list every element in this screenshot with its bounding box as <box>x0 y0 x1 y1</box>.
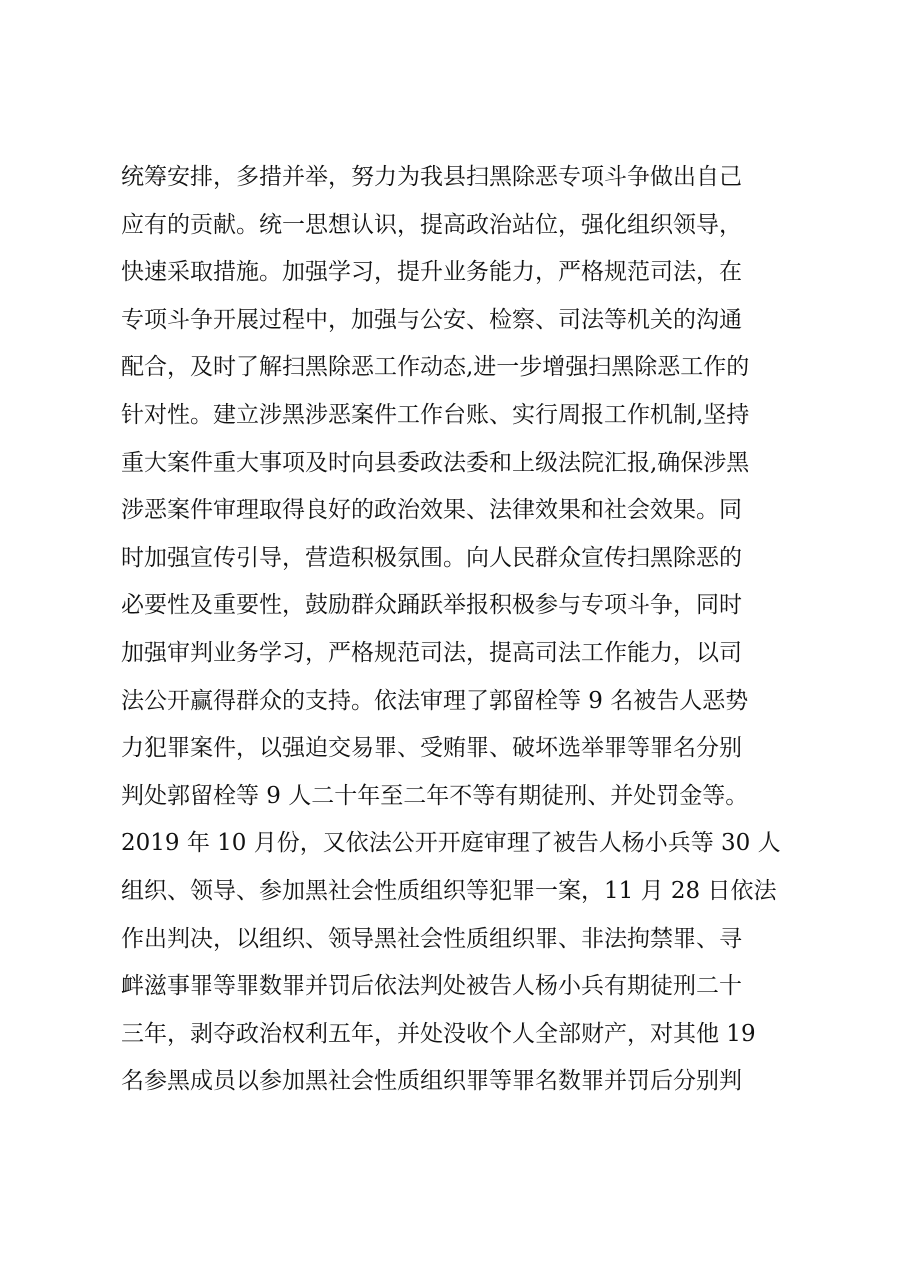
text-line: 配合，及时了解扫黑除恶工作动态,进一步增强扫黑除恶工作的 <box>121 354 750 381</box>
text-line: 加强审判业务学习，严格规范司法，提高司法工作能力，以司 <box>121 639 742 666</box>
text-line: 名参黑成员以参加黑社会性质组织罪等罪名数罪并罚后分别判 <box>121 1068 742 1095</box>
text-line: 法公开赢得群众的支持。依法审理了郭留栓等 9 名被告人恶势 <box>121 687 749 714</box>
text-line: 涉恶案件审理取得良好的政治效果、法律效果和社会效果。同 <box>121 497 742 524</box>
text-line: 衅滋事罪等罪数罪并罚后依法判处被告人杨小兵有期徒刑二十 <box>121 973 742 1000</box>
text-line: 力犯罪案件，以强迫交易罪、受贿罪、破坏选举罪等罪名分别 <box>121 735 742 762</box>
text-line: 组织、领导、参加黑社会性质组织等犯罪一案，11 月 28 日依法 <box>121 877 777 904</box>
text-line: 应有的贡献。统一思想认识，提高政治站位，强化组织领导， <box>121 211 742 238</box>
text-line: 统筹安排，多措并举，努力为我县扫黑除恶专项斗争做出自己 <box>121 164 742 190</box>
text-line: 2019 年 10 月份，又依法公开开庭审理了被告人杨小兵等 30 人 <box>121 830 781 857</box>
text-line: 快速采取措施。加强学习，提升业务能力，严格规范司法，在 <box>121 259 742 286</box>
text-line: 针对性。建立涉黑涉恶案件工作台账、实行周报工作机制,坚持 <box>121 401 750 428</box>
text-line: 时加强宣传引导，营造积极氛围。向人民群众宣传扫黑除恶的 <box>121 544 742 571</box>
body-paragraph <box>121 154 801 1106</box>
text-line: 专项斗争开展过程中，加强与公安、检察、司法等机关的沟通 <box>121 306 742 333</box>
text-line: 必要性及重要性，鼓励群众踊跃举报积极参与专项斗争，同时 <box>121 592 742 619</box>
text-line: 作出判决，以组织、领导黑社会性质组织罪、非法拘禁罪、寻 <box>121 925 742 952</box>
text-line: 三年，剥夺政治权利五年，并处没收个人全部财产，对其他 19 <box>121 1020 756 1047</box>
text-line: 判处郭留栓等 9 人二十年至二年不等有期徒刑、并处罚金等。 <box>121 782 749 809</box>
text-line: 重大案件重大事项及时向县委政法委和上级法院汇报,确保涉黑 <box>121 449 750 476</box>
